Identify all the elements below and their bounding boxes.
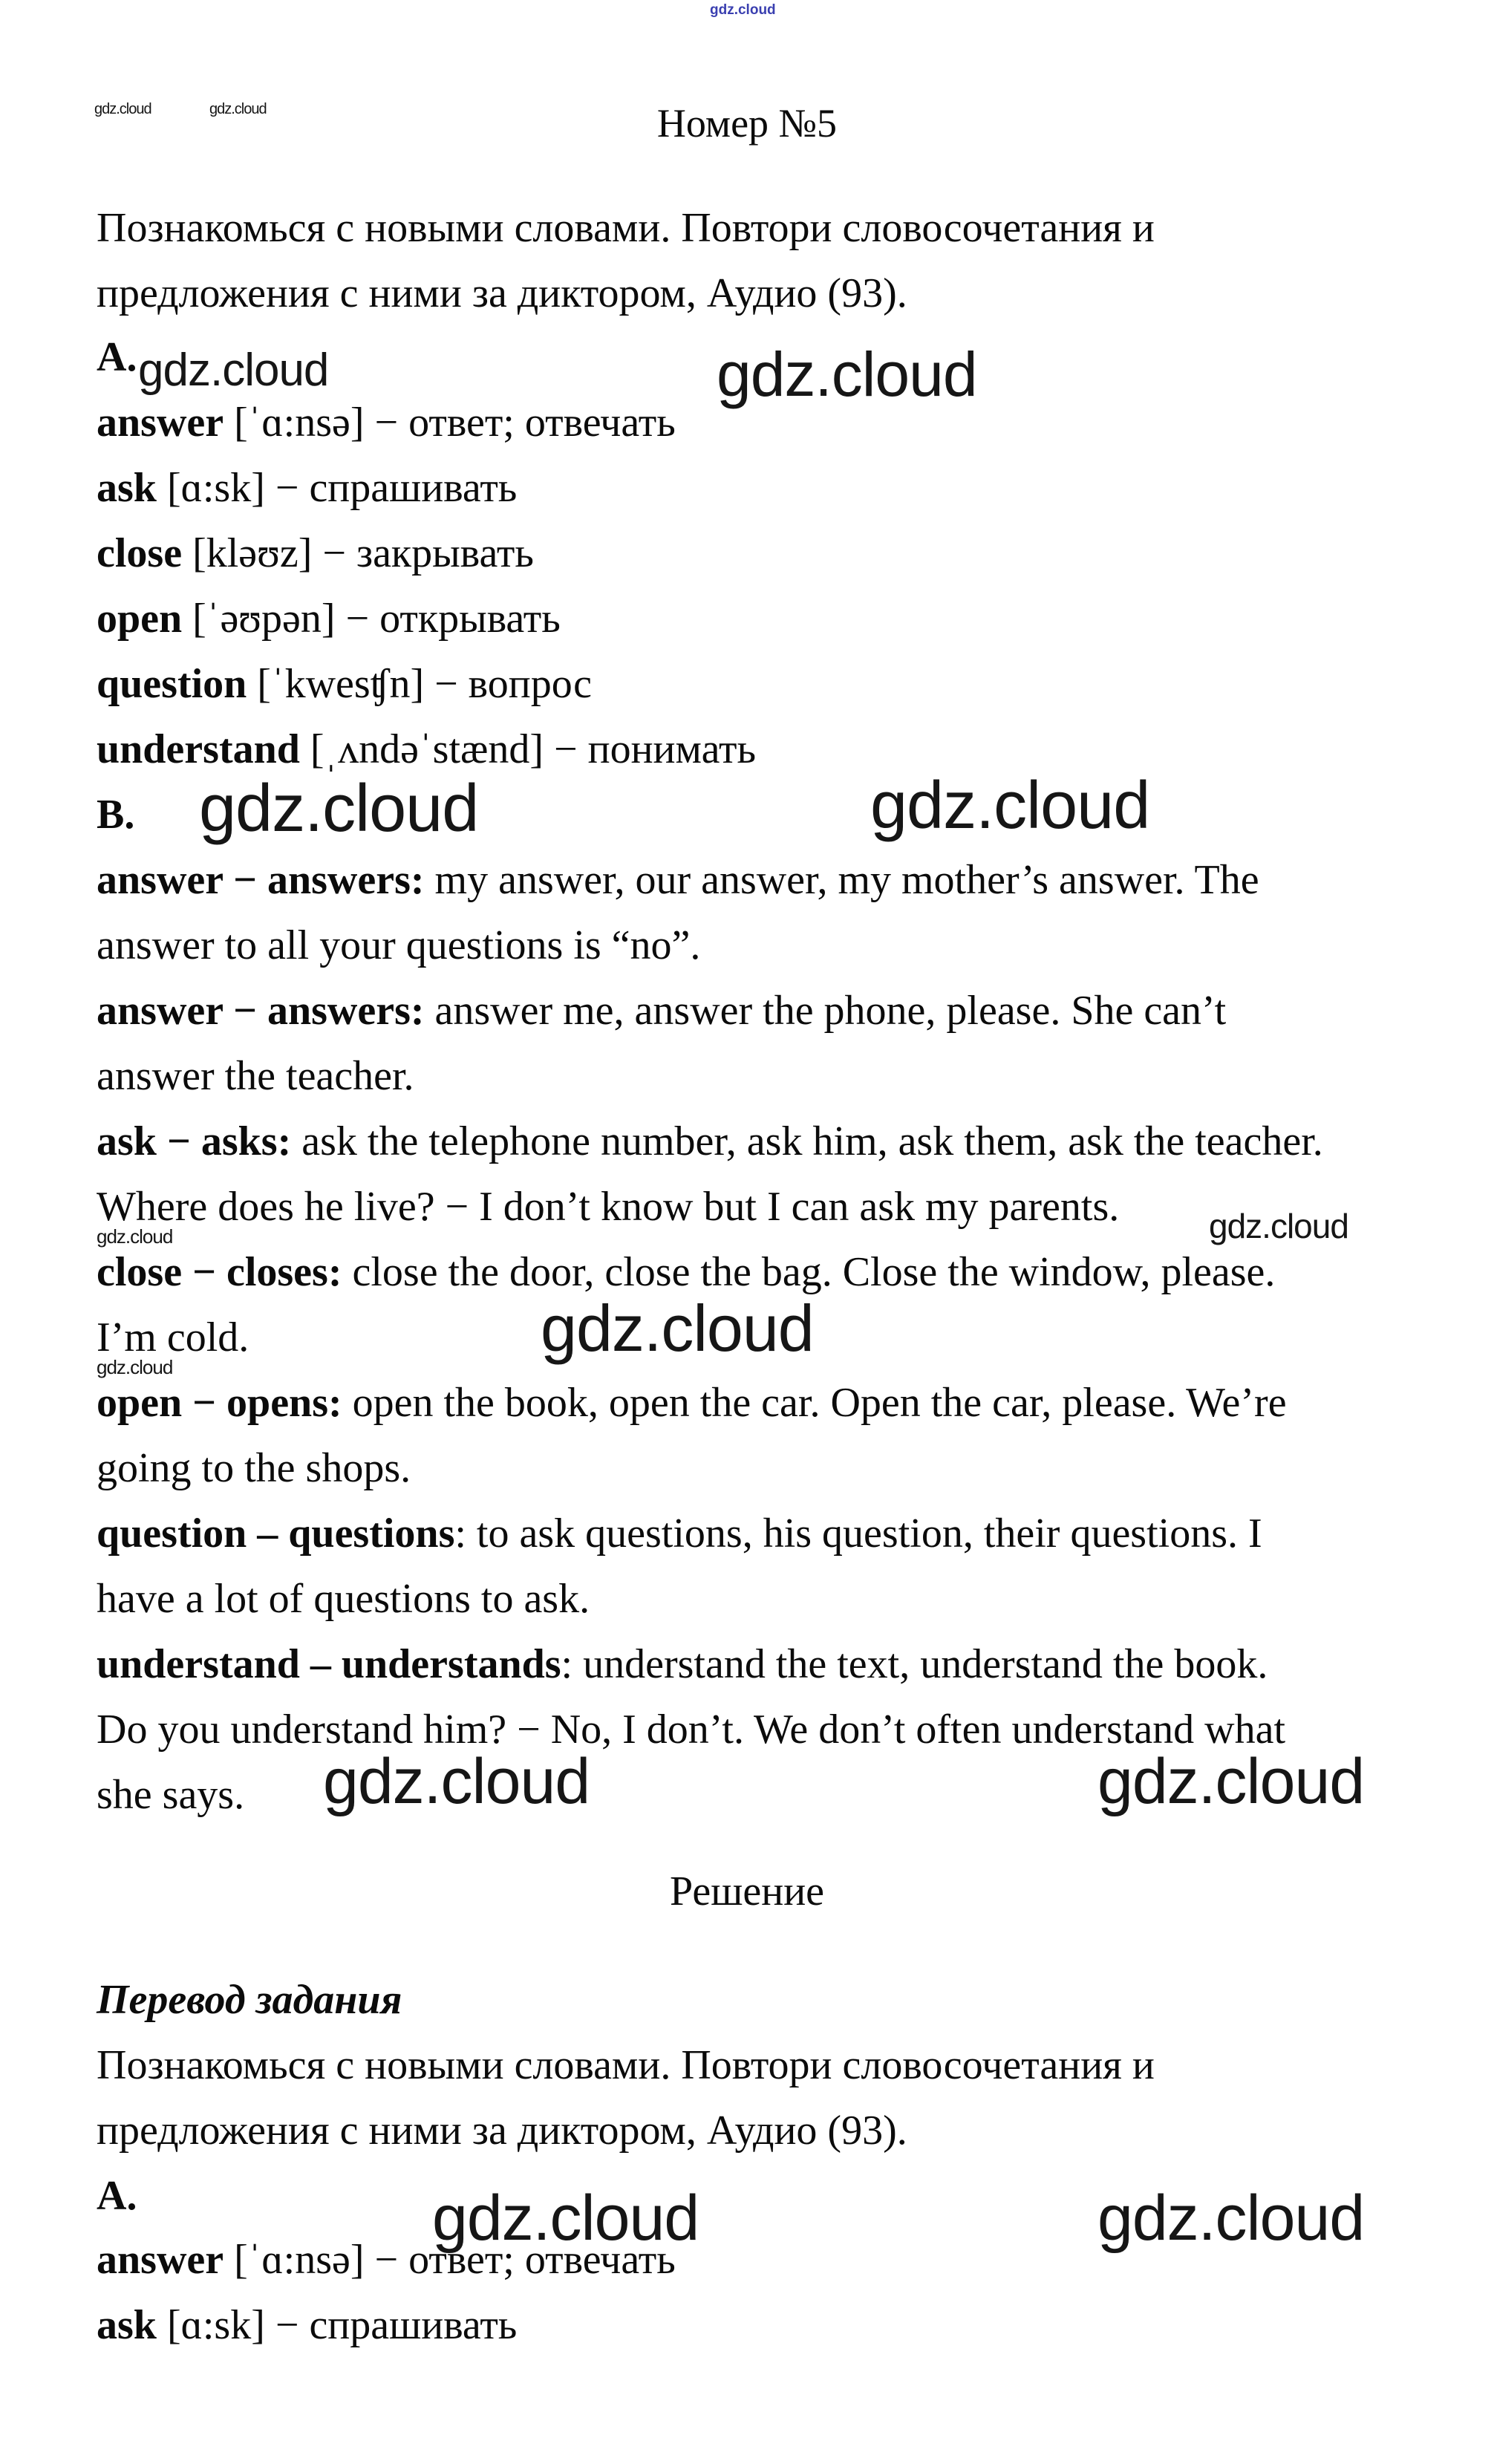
b-entry-1-line-1 <box>97 857 1259 904</box>
b-entry-text: ask the telephone number, ask him, ask them, ask the teacher. <box>291 1118 1323 1164</box>
watermark-gdz-cloud: gdz.cloud <box>323 1746 590 1817</box>
watermark-gdz-cloud: gdz.cloud <box>870 769 1150 843</box>
watermark-gdz-cloud: gdz.cloud <box>1209 1207 1348 1245</box>
b-entry-2-line-2: answer the teacher. <box>97 1053 414 1099</box>
vocab-entry-question <box>97 661 592 708</box>
b-entry-3-line-1 <box>97 1118 1323 1165</box>
b-entry-text: : understand the text, understand the book. <box>561 1641 1268 1687</box>
solution-subheading: Перевод задания <box>97 1977 402 2023</box>
b-entry-text: open the book, open the car. Open the car, please. We’re <box>342 1380 1287 1426</box>
section-a-label: A. <box>97 334 137 380</box>
solution-section-a-label: A. <box>97 2173 137 2219</box>
b-entry-1-line-2: answer to all your questions is “no”. <box>97 922 701 968</box>
b-entry-text: my answer, our answer, my mother’s answer. The <box>424 857 1259 903</box>
section-b-label: B. <box>97 792 135 838</box>
vocab-definition: [ɑ:sk] − спрашивать <box>156 465 518 511</box>
vocab-word: open <box>97 596 183 642</box>
page-title: Номер №5 <box>656 101 838 146</box>
vocab-definition: [ˈkwesʧn] − вопрос <box>247 661 592 707</box>
b-entry-lead: ask − asks: <box>97 1118 292 1164</box>
watermark-gdz-cloud: gdz.cloud <box>94 101 151 117</box>
solution-task-line-1: Познакомься с новыми словами. Повтори словосочетания и <box>97 2042 1155 2088</box>
vocab-entry-answer <box>97 400 676 446</box>
vocab-entry-understand <box>97 726 756 773</box>
vocab-word: ask <box>97 465 157 511</box>
vocab-word: ask <box>97 2302 157 2348</box>
b-entry-4-line-1 <box>97 1249 1275 1296</box>
b-entry-lead: open − opens: <box>97 1380 342 1426</box>
vocab-word: answer <box>97 2237 224 2283</box>
b-entry-7-line-1 <box>97 1641 1268 1688</box>
vocab-definition: [ɑ:sk] − спрашивать <box>156 2302 518 2348</box>
b-entry-2-line-1 <box>97 988 1226 1034</box>
watermark-gdz-cloud: gdz.cloud <box>1097 2183 1365 2254</box>
vocab-definition: [ˌʌndəˈstænd] − понимать <box>299 726 756 772</box>
b-entry-lead: understand – understands <box>97 1641 561 1687</box>
solution-task-line-2: предложения с ними за диктором, Аудио (93). <box>97 2108 907 2154</box>
b-entry-lead: close − closes: <box>97 1249 342 1295</box>
solution-vocab-entry-answer <box>97 2237 676 2284</box>
b-entry-6-line-1 <box>97 1510 1262 1557</box>
watermark-gdz-cloud: gdz.cloud <box>97 1225 173 1248</box>
watermark-gdz-cloud: gdz.cloud <box>1097 1746 1365 1817</box>
vocab-word: close <box>97 530 183 576</box>
b-entry-text: close the door, close the bag. Close the window, please. <box>342 1249 1276 1295</box>
vocab-definition: [ˈəʊpən] − открывать <box>182 596 561 642</box>
b-entry-5-line-1 <box>97 1380 1287 1427</box>
vocab-definition: [ˈɑ:nsə] − ответ; отвечать <box>224 2237 676 2283</box>
b-entry-3-line-2: Where does he live? − I don’t know but I can ask my parents. <box>97 1184 1120 1230</box>
b-entry-text: : to ask questions, his question, their questions. I <box>454 1510 1262 1557</box>
b-entry-6-line-2: have a lot of questions to ask. <box>97 1576 590 1622</box>
watermark-gdz-cloud: gdz.cloud <box>710 2 776 18</box>
vocab-definition: [ˈɑ:nsə] − ответ; отвечать <box>224 400 676 446</box>
b-entry-7-line-2: Do you understand him? − No, I don’t. We don’t often understand what <box>97 1707 1286 1753</box>
watermark-gdz-cloud: gdz.cloud <box>97 1356 173 1378</box>
vocab-word: understand <box>97 726 300 772</box>
b-entry-lead: question – questions <box>97 1510 455 1557</box>
b-entry-lead: answer − answers: <box>97 988 425 1034</box>
watermark-gdz-cloud: gdz.cloud <box>209 101 267 117</box>
solution-vocab-entry-ask <box>97 2302 517 2349</box>
vocab-entry-open <box>97 596 561 642</box>
watermark-gdz-cloud: gdz.cloud <box>432 2183 699 2254</box>
b-entry-text: answer me, answer the phone, please. She can’t <box>424 988 1227 1034</box>
vocab-definition: [kləʊz] − закрывать <box>182 530 534 576</box>
vocab-entry-ask <box>97 465 517 512</box>
task-line-2: предложения с ними за диктором, Аудио (93). <box>97 270 907 316</box>
solution-heading: Решение <box>669 1868 825 1914</box>
b-entry-lead: answer − answers: <box>97 857 425 903</box>
watermark-gdz-cloud: gdz.cloud <box>541 1291 814 1365</box>
watermark-gdz-cloud: gdz.cloud <box>199 772 479 846</box>
vocab-entry-close <box>97 530 534 577</box>
vocab-word: answer <box>97 400 224 446</box>
task-line-1: Познакомься с новыми словами. Повтори словосочетания и <box>97 205 1155 251</box>
b-entry-5-line-2: going to the shops. <box>97 1445 411 1491</box>
watermark-gdz-cloud: gdz.cloud <box>138 345 329 396</box>
b-entry-7-line-3: she says. <box>97 1772 245 1818</box>
vocab-word: question <box>97 661 247 707</box>
watermark-gdz-cloud: gdz.cloud <box>717 339 977 409</box>
b-entry-4-line-2: I’m cold. <box>97 1314 249 1360</box>
